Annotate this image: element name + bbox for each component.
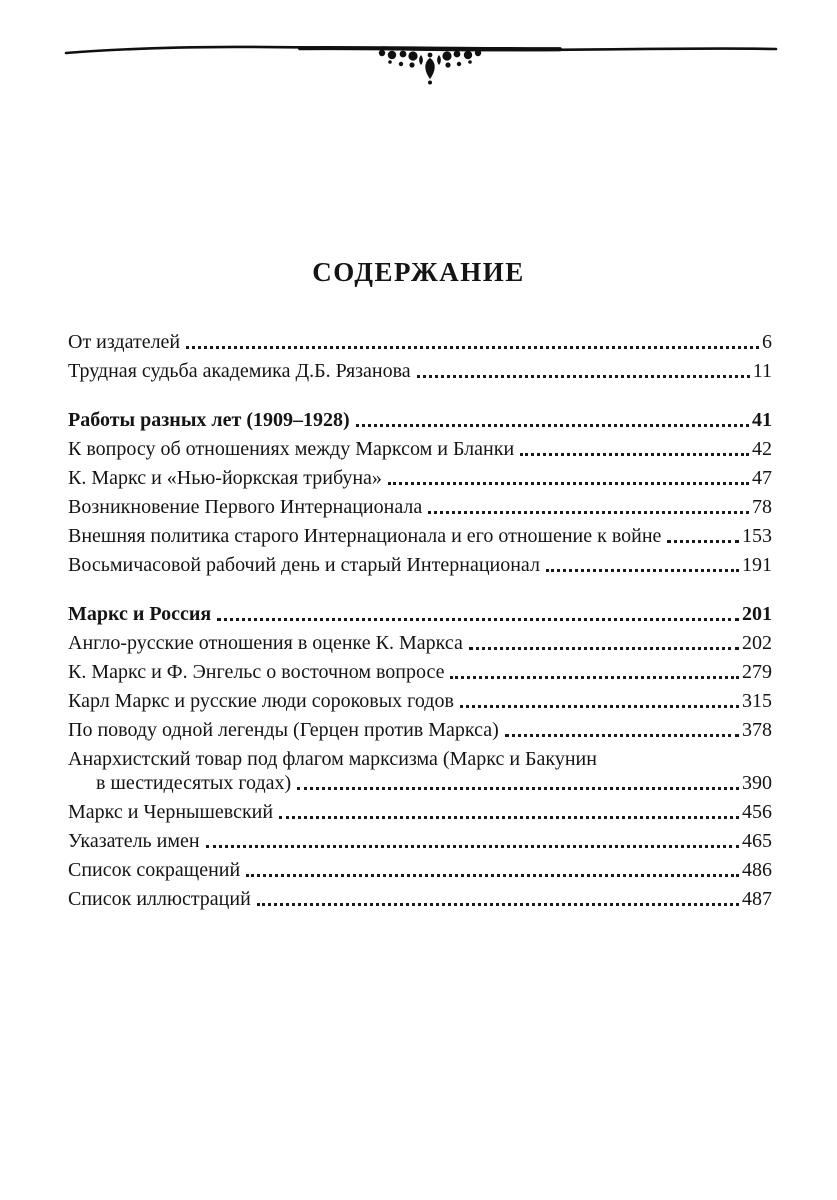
toc-entry-label: К вопросу об отношениях между Марксом и Бланки xyxy=(68,438,515,460)
toc-entry xyxy=(68,555,772,576)
toc-entry-label: По поводу одной легенды (Герцен против Маркса) xyxy=(68,719,499,741)
dot-leader xyxy=(186,346,759,349)
dot-leader xyxy=(297,787,739,790)
toc-entry-label: Возникновение Первого Интернационала xyxy=(68,496,423,518)
toc-entry-label: Анархистский товар под флагом марксизма (Маркс и Бакунин xyxy=(68,748,597,770)
toc-entry xyxy=(68,773,772,794)
toc-entry-page: 42 xyxy=(752,438,772,460)
toc-entry-page: 153 xyxy=(742,525,772,547)
dot-leader xyxy=(417,375,750,378)
toc-entry xyxy=(68,720,772,741)
toc-entry xyxy=(68,889,772,910)
toc-entry-page: 465 xyxy=(742,830,772,852)
toc-entry-label: Внешняя политика старого Интернационала и его отношение к войне xyxy=(68,525,662,547)
toc-entry xyxy=(68,468,772,489)
dot-leader xyxy=(667,540,739,543)
toc-entry xyxy=(68,332,772,353)
dot-leader xyxy=(206,845,739,848)
dot-leader xyxy=(546,569,739,572)
dot-leader xyxy=(257,903,739,906)
toc-entry-page: 315 xyxy=(742,690,772,712)
toc-entry-label: От издателей xyxy=(68,331,181,353)
toc-entry-page: 6 xyxy=(762,331,772,353)
dot-leader xyxy=(460,705,739,708)
toc-entry-page: 456 xyxy=(742,801,772,823)
dot-leader xyxy=(428,511,749,514)
toc-entry-page: 41 xyxy=(752,409,772,431)
toc-entry xyxy=(68,633,772,654)
toc-entry-label: Работы разных лет (1909–1928) xyxy=(68,409,350,431)
toc-entry-label: Восьмичасовой рабочий день и старый Интернационал xyxy=(68,554,540,576)
toc-entry xyxy=(68,831,772,852)
dot-leader xyxy=(217,618,739,621)
dot-leader xyxy=(356,424,749,427)
toc-entry-label: Список иллюстраций xyxy=(68,888,251,910)
toc-entry-page: 11 xyxy=(752,360,772,382)
toc-entry-page: 390 xyxy=(742,772,772,794)
toc-entry-page: 487 xyxy=(742,888,772,910)
toc-entry xyxy=(68,604,772,625)
toc-entry-label: в шестидесятых годах) xyxy=(96,772,292,794)
toc-entry xyxy=(68,410,772,431)
toc-entry xyxy=(68,526,772,547)
toc-entry-label: Маркс и Россия xyxy=(68,603,212,625)
toc-entry xyxy=(68,361,772,382)
toc-entry-page: 279 xyxy=(742,661,772,683)
toc-entry-label: Указатель имен xyxy=(68,830,200,852)
toc-entry-page: 486 xyxy=(742,859,772,881)
dot-leader xyxy=(246,874,739,877)
dot-leader xyxy=(388,482,749,485)
toc-list xyxy=(68,332,772,910)
tailpiece-ornament-icon xyxy=(66,47,776,85)
header-rule xyxy=(0,36,837,88)
toc-entry-label: Карл Маркс и русские люди сороковых годов xyxy=(68,690,454,712)
toc-entry-label: К. Маркс и «Нью-йоркская трибуна» xyxy=(68,467,382,489)
toc-entry-label: Маркс и Чернышевский xyxy=(68,801,274,823)
toc-entry xyxy=(68,860,772,881)
toc-entry xyxy=(68,662,772,683)
toc-entry xyxy=(68,802,772,823)
toc-entry-page: 78 xyxy=(752,496,772,518)
toc-entry xyxy=(68,691,772,712)
toc-entry-label: Список сокращений xyxy=(68,859,241,881)
toc-entry-label: Англо-русские отношения в оценке К. Маркса xyxy=(68,632,463,654)
toc-entry-page: 191 xyxy=(742,554,772,576)
dot-leader xyxy=(450,676,739,679)
dot-leader xyxy=(279,816,739,819)
toc-entry-label: К. Маркс и Ф. Энгельс о восточном вопросе xyxy=(68,661,445,683)
toc-entry-label: Трудная судьба академика Д.Б. Рязанова xyxy=(68,360,411,382)
dot-leader xyxy=(505,734,739,737)
toc-entry-page: 201 xyxy=(742,603,772,625)
toc-entry-page: 202 xyxy=(742,632,772,654)
toc-entry-page: 47 xyxy=(752,467,772,489)
dot-leader xyxy=(469,647,739,650)
toc-entry xyxy=(68,749,772,770)
toc-entry xyxy=(68,439,772,460)
toc-entry xyxy=(68,497,772,518)
page-title: СОДЕРЖАНИЕ xyxy=(312,257,525,287)
dot-leader xyxy=(520,453,749,456)
toc-entry-page: 378 xyxy=(742,719,772,741)
